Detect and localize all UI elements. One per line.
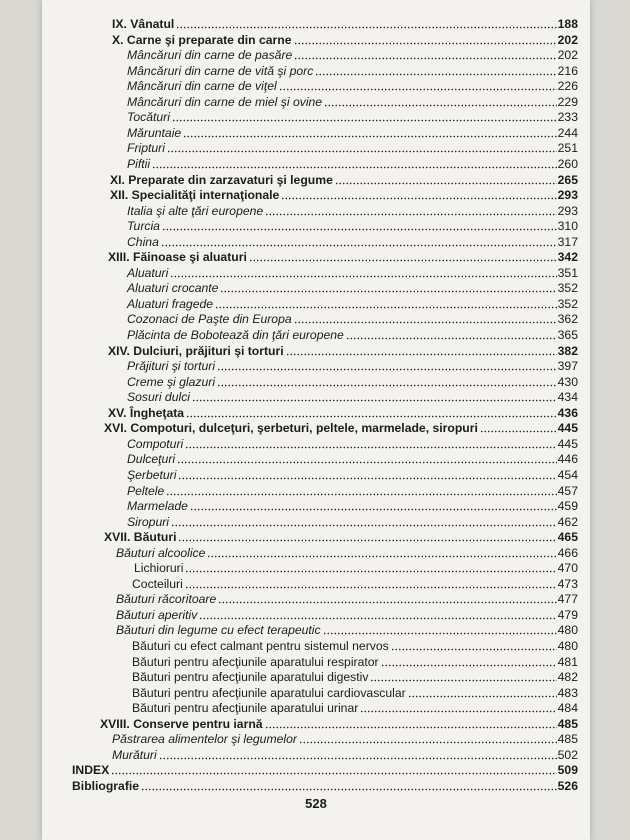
toc-entry-page: 473	[557, 576, 578, 591]
toc-entry-page: 477	[557, 592, 578, 607]
dot-leader	[185, 570, 556, 573]
toc-entry-title: Peltele	[127, 483, 165, 498]
toc-entry-title: Compoturi	[127, 436, 184, 451]
toc-entry	[132, 685, 578, 700]
toc-entry-page: 202	[557, 48, 578, 63]
dot-leader	[370, 679, 556, 682]
dot-leader	[480, 430, 557, 433]
toc-entry-page: 480	[557, 639, 578, 653]
toc-entry-page: 293	[557, 203, 578, 218]
toc-entry-title: Mâncăruri din carne de miel şi ovine	[127, 94, 323, 109]
toc-entry-page: 485	[557, 732, 578, 747]
toc-entry-page: 188	[557, 17, 578, 31]
toc-entry	[72, 778, 578, 793]
toc-entry-title: China	[127, 234, 159, 249]
toc-entry	[116, 607, 578, 622]
toc-entry	[127, 94, 578, 109]
dot-leader	[220, 290, 556, 293]
toc-entry-title: Bibliografie	[72, 778, 140, 793]
book-page	[42, 0, 590, 840]
toc-entry-title: XVI. Compoturi, dulceţuri, şerbeturi, peltele, marmelade, siropuri	[104, 421, 478, 436]
toc-entry-page: 352	[557, 281, 578, 296]
toc-entry-page: 382	[557, 343, 578, 358]
page-number: 528	[305, 796, 327, 811]
toc-entry-title: Creme şi glazuri	[127, 374, 216, 389]
dot-leader	[408, 695, 557, 698]
dot-leader	[335, 182, 557, 185]
toc-entry	[127, 311, 578, 326]
toc-entry-title: Lichioruri	[134, 561, 184, 576]
toc-entry-title: Siropuri	[127, 514, 169, 529]
toc-entry-page: 244	[557, 125, 578, 140]
toc-entry-page: 481	[557, 654, 578, 669]
toc-entry-page: 430	[557, 374, 578, 389]
dot-leader	[294, 321, 557, 324]
toc-entry-title: Aluaturi fragede	[127, 296, 214, 311]
dot-leader	[171, 524, 557, 527]
toc-entry	[112, 731, 578, 746]
toc-entry	[127, 63, 578, 78]
toc-entry	[112, 16, 578, 31]
dot-leader	[286, 353, 557, 356]
dot-leader	[172, 119, 557, 122]
toc-entry-page: 317	[557, 234, 578, 249]
dot-leader	[249, 259, 557, 262]
toc-entry-title: XIII. Făinoase şi aluaturi	[108, 250, 247, 265]
toc-entry-title: Băuturi pentru afecţiunile aparatului digestiv	[132, 670, 369, 685]
toc-entry	[127, 451, 578, 466]
toc-entry-title: XV. Îngheţata	[108, 405, 185, 420]
toc-entry-page: 484	[557, 701, 578, 716]
toc-entry	[134, 560, 578, 575]
toc-entry-page: 310	[557, 219, 578, 234]
toc-entry-title: Mâncăruri din carne de viţel	[127, 79, 277, 94]
toc-entry-title: Piftii	[127, 156, 151, 171]
toc-entry-page: 526	[557, 778, 578, 793]
dot-leader	[178, 539, 556, 542]
toc-entry-page: 502	[557, 747, 578, 762]
toc-entry-title: Mâncăruri din carne de pasăre	[127, 48, 293, 63]
dot-leader	[391, 648, 557, 651]
dot-leader	[279, 88, 557, 91]
toc-entry	[127, 296, 578, 311]
toc-entry-page: 397	[557, 359, 578, 374]
toc-entry	[127, 280, 578, 295]
toc-entry-page: 351	[557, 265, 578, 280]
toc-entry-page: 483	[557, 685, 578, 700]
toc-entry-page: 454	[557, 467, 578, 482]
dot-leader	[381, 664, 557, 667]
toc-entry	[104, 529, 578, 544]
toc-entry	[108, 249, 578, 264]
toc-entry	[108, 405, 578, 420]
toc-entry-title: Băuturi aperitiv	[116, 607, 198, 622]
toc-entry	[116, 545, 578, 560]
toc-entry-page: 233	[557, 110, 578, 125]
toc-entry	[127, 265, 578, 280]
toc-entry-page: 459	[557, 499, 578, 514]
toc-entry-page: 470	[557, 561, 578, 576]
dot-leader	[183, 135, 556, 138]
toc-entry	[127, 467, 578, 482]
dot-leader	[217, 384, 557, 387]
toc-entry-title: Fripturi	[127, 141, 165, 156]
toc-entry	[112, 747, 578, 762]
dot-leader	[178, 477, 556, 480]
dot-leader	[217, 368, 557, 371]
toc-entry-title: IX. Vânatul	[112, 17, 175, 31]
toc-entry	[127, 358, 578, 373]
toc-entry-title: Aluaturi	[127, 265, 169, 280]
toc-entry-title: Băuturi din legume cu efect terapeutic	[116, 623, 321, 638]
dot-leader	[111, 772, 556, 775]
dot-leader	[166, 493, 556, 496]
toc-entry	[127, 389, 578, 404]
toc-entry	[104, 420, 578, 435]
dot-leader	[159, 757, 557, 760]
dot-leader	[170, 275, 556, 278]
toc-entry-title: XVIII. Conserve pentru iarnă	[100, 716, 263, 731]
dot-leader	[199, 617, 556, 620]
toc-entry	[127, 436, 578, 451]
toc-entry-title: Băuturi alcoolice	[116, 545, 206, 560]
toc-entry-title: Băuturi pentru afecţiunile aparatului respirator	[132, 654, 379, 669]
toc-entry-title: XVII. Băuturi	[104, 530, 177, 545]
dot-leader	[315, 73, 556, 76]
toc-entry-page: 434	[557, 390, 578, 405]
dot-leader	[265, 213, 556, 216]
toc-entry-title: XII. Specialităţi internaţionale	[110, 188, 280, 203]
toc-entry-page: 226	[557, 79, 578, 94]
toc-entry	[127, 327, 578, 342]
dot-leader	[324, 104, 557, 107]
dot-leader	[186, 415, 557, 418]
dot-leader	[360, 710, 556, 713]
dot-leader	[190, 508, 557, 511]
toc-entry	[108, 343, 578, 358]
toc-entry-title: Păstrarea alimentelor şi legumelor	[112, 732, 297, 747]
toc-entry-title: XI. Preparate din zarzavaturi şi legume	[110, 172, 333, 187]
toc-entry-page: 509	[557, 763, 578, 778]
toc-entry-page: 251	[557, 141, 578, 156]
toc-entry-page: 216	[557, 63, 578, 78]
toc-entry	[127, 374, 578, 389]
toc-entry-title: Murături	[112, 747, 157, 762]
toc-entry-title: Şerbeturi	[127, 467, 177, 482]
toc-entry	[127, 78, 578, 93]
toc-entry-title: Tocături	[127, 110, 170, 125]
dot-leader	[281, 197, 556, 200]
toc-entry-page: 352	[557, 296, 578, 311]
toc-entry-title: Italia şi alte ţări europene	[127, 203, 264, 218]
toc-entry-title: Cocteiluri	[132, 576, 183, 591]
dot-leader	[218, 601, 556, 604]
dot-leader	[294, 57, 556, 60]
toc-entry-page: 229	[557, 94, 578, 109]
toc-entry-title: Aluaturi crocante	[127, 281, 219, 296]
toc-entry-page: 445	[557, 421, 578, 436]
toc-entry	[132, 654, 578, 669]
toc-entry-title: Sosuri dulci	[127, 390, 190, 405]
toc-entry-title: XIV. Dulciuri, prăjituri şi torturi	[108, 343, 284, 358]
toc-entry	[116, 622, 578, 637]
dot-leader	[299, 741, 557, 744]
toc-entry	[132, 700, 578, 715]
toc-entry-page: 365	[557, 328, 578, 342]
toc-entry-title: Măruntaie	[127, 125, 182, 140]
toc-entry	[72, 762, 578, 777]
toc-entry-page: 485	[557, 716, 578, 731]
toc-entry-page: 446	[557, 452, 578, 467]
toc-entry-page: 462	[557, 514, 578, 529]
dot-leader	[323, 632, 557, 635]
toc-entry-page: 436	[557, 405, 578, 420]
toc-entry	[100, 716, 578, 731]
toc-entry	[127, 234, 578, 249]
toc-entry	[127, 47, 578, 62]
dot-leader	[346, 337, 557, 340]
toc-entry-title: Plăcinta de Bobotează din ţări europene	[127, 328, 344, 342]
toc-entry-title: Mâncăruri din carne de vită şi porc	[127, 63, 314, 78]
toc-entry	[127, 498, 578, 513]
toc-entry	[127, 218, 578, 233]
dot-leader	[161, 244, 557, 247]
dot-leader	[177, 461, 557, 464]
toc-entry-page: 466	[557, 545, 578, 560]
toc-entry-title: X. Carne şi preparate din carne	[112, 32, 292, 47]
toc-entry-page: 342	[557, 250, 578, 265]
toc-entry	[127, 140, 578, 155]
dot-leader	[162, 228, 557, 231]
toc-entry	[127, 109, 578, 124]
toc-entry	[127, 514, 578, 529]
toc-entry	[116, 591, 578, 606]
toc-entry	[127, 483, 578, 498]
toc-entry	[127, 125, 578, 140]
toc-entry-page: 482	[557, 670, 578, 685]
toc-entry-page: 362	[557, 312, 578, 327]
toc-entry-title: Marmelade	[127, 499, 188, 514]
toc-entry-page: 465	[557, 530, 578, 545]
toc-entry	[132, 669, 578, 684]
dot-leader	[185, 446, 556, 449]
dot-leader	[192, 399, 557, 402]
dot-leader	[185, 586, 557, 589]
dot-leader	[176, 26, 556, 29]
toc-entry-title: Cozonaci de Paşte din Europa	[127, 312, 292, 327]
toc-entry	[112, 32, 578, 47]
dot-leader	[294, 42, 557, 45]
toc-entry-page: 293	[557, 188, 578, 203]
toc-entry-page: 445	[557, 436, 578, 451]
toc-entry-title: Băuturi răcoritoare	[116, 592, 217, 607]
toc-entry	[110, 172, 578, 187]
toc-entry	[132, 576, 578, 591]
toc-entry-title: Băuturi pentru afecţiunile aparatului cardiovascular	[132, 685, 406, 700]
toc-entry	[110, 187, 578, 202]
dot-leader	[265, 726, 557, 729]
toc-entry-page: 479	[557, 607, 578, 622]
toc-entry-page: 265	[557, 172, 578, 187]
dot-leader	[215, 306, 557, 309]
toc-entry-page: 260	[557, 156, 578, 171]
dot-leader	[207, 555, 556, 558]
toc-entry	[127, 203, 578, 218]
dot-leader	[167, 150, 557, 153]
toc-entry-page: 457	[557, 483, 578, 498]
toc-entry-title: Băuturi pentru afecţiunile aparatului urinar	[132, 701, 359, 716]
toc-entry-page: 480	[557, 623, 578, 638]
toc-entry-title: Turcia	[127, 219, 160, 234]
toc-entry-title: Prăjituri şi torturi	[127, 359, 216, 374]
toc-entry-title: Dulceţuri	[127, 452, 176, 467]
toc-entry	[132, 638, 578, 653]
toc-entry	[127, 156, 578, 171]
dot-leader	[141, 788, 557, 791]
toc-entry-page: 202	[557, 32, 578, 47]
toc-entry-title: Băuturi cu efect calmant pentru sistemul nervos	[132, 639, 389, 653]
dot-leader	[152, 166, 557, 169]
toc-entry-title: INDEX	[72, 763, 110, 778]
